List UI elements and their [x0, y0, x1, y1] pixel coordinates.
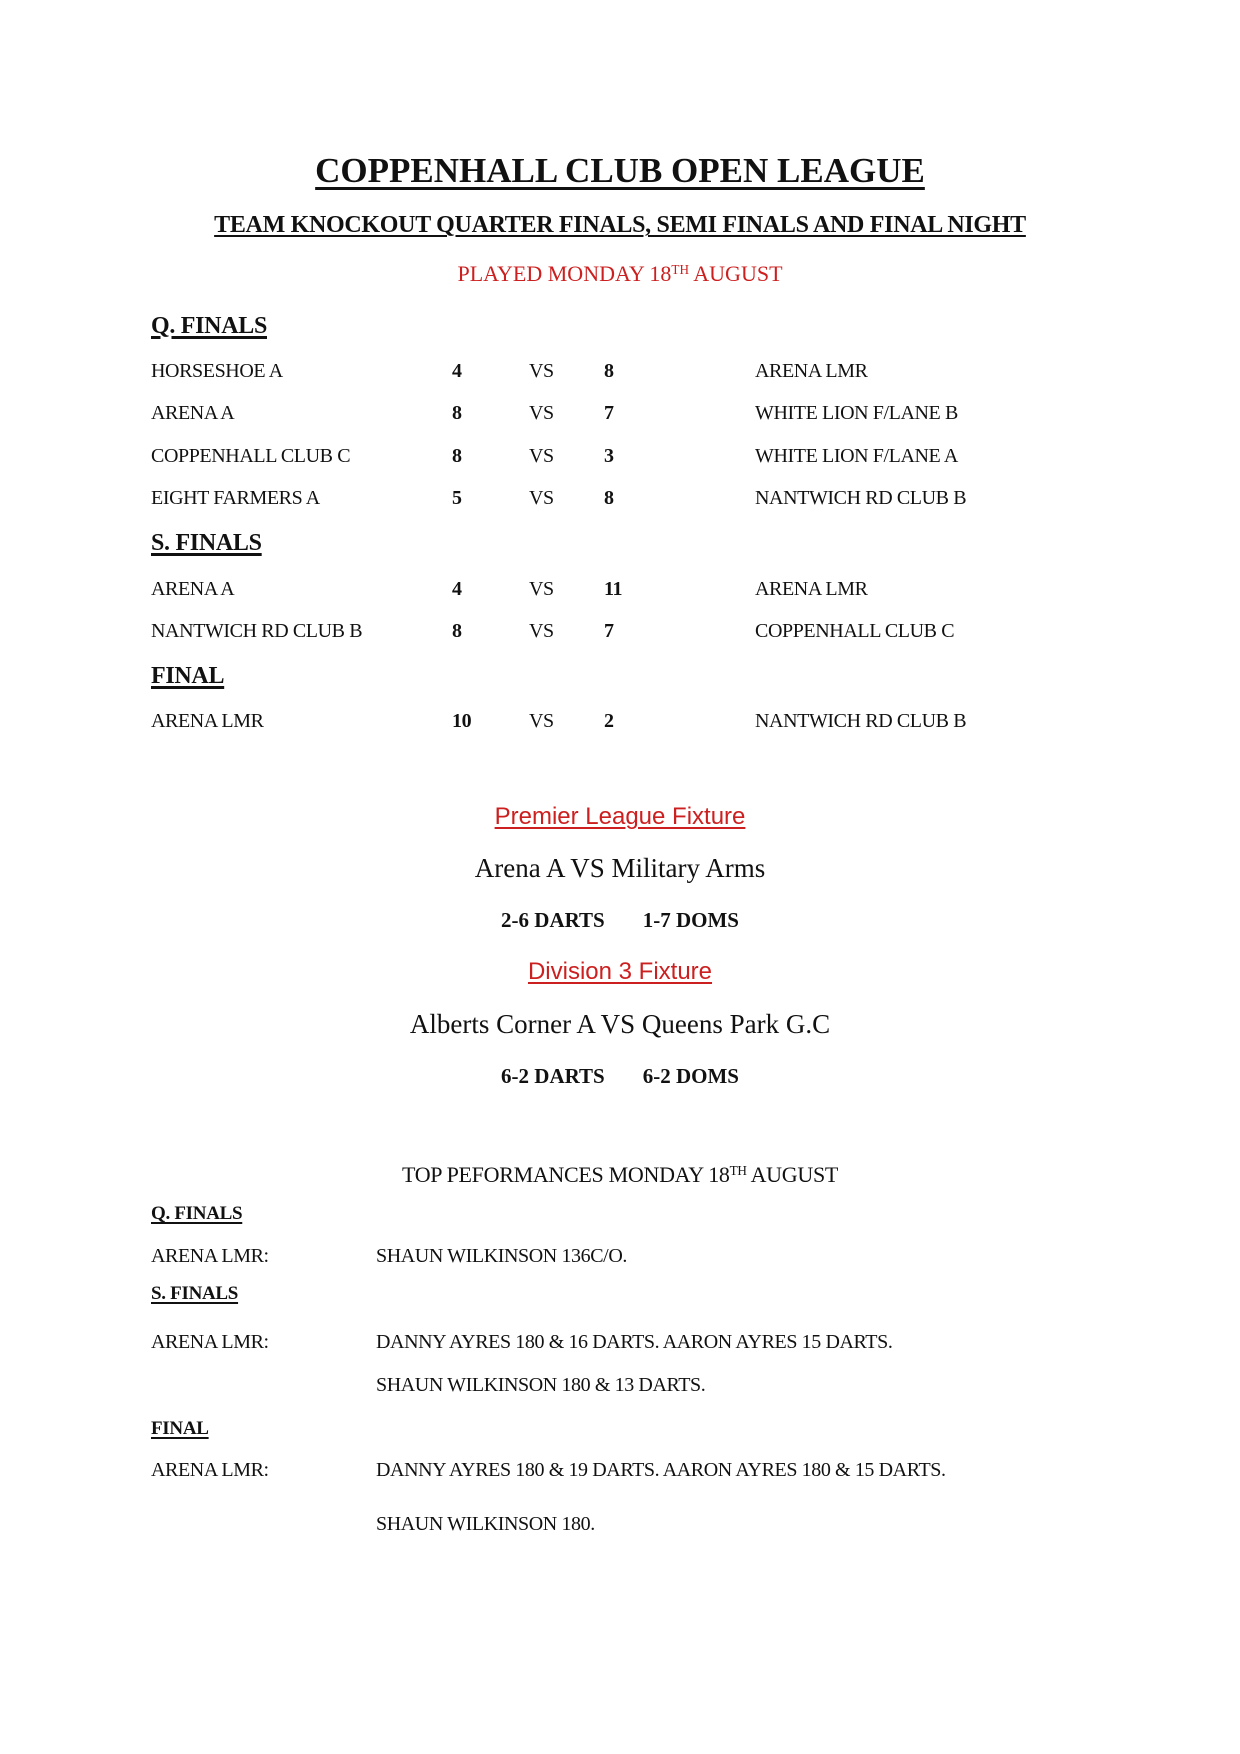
darts-result: 2-6 DARTS: [501, 908, 605, 932]
home-score: 4: [452, 360, 462, 382]
away-score: 8: [604, 360, 614, 382]
premier-league-result: [0, 910, 1240, 931]
away-team: WHITE LION F/LANE A: [755, 445, 958, 467]
premier-league-match: Arena A VS Military Arms: [474, 853, 766, 883]
home-team: EIGHT FARMERS A: [151, 487, 320, 509]
away-score: 8: [604, 487, 614, 509]
vs-label: VS: [529, 620, 554, 642]
away-team: COPPENHALL CLUB C: [755, 620, 955, 642]
home-score: 4: [452, 578, 462, 600]
match-row: [0, 446, 1240, 468]
vs-label: VS: [529, 710, 554, 732]
division-3-match: Alberts Corner A VS Queens Park G.C: [409, 1009, 831, 1039]
match-row: [0, 579, 1240, 601]
darts-result: 6-2 DARTS: [501, 1064, 605, 1088]
away-score: 7: [604, 620, 614, 642]
vs-label: VS: [529, 487, 554, 509]
home-score: 8: [452, 620, 462, 642]
away-team: ARENA LMR: [755, 578, 868, 600]
performance-text: SHAUN WILKINSON 180 & 13 DARTS.: [376, 1374, 706, 1396]
top-title-suffix: AUGUST: [746, 1162, 839, 1187]
match-row: [0, 621, 1240, 643]
final-heading: FINAL: [151, 663, 225, 689]
performance-team: ARENA LMR:: [151, 1245, 269, 1267]
doms-result: 6-2 DOMS: [642, 1064, 739, 1088]
away-team: WHITE LION F/LANE B: [755, 402, 958, 424]
home-score: 5: [452, 487, 462, 509]
top-performances-title: [0, 1164, 1240, 1186]
match-row: [0, 403, 1240, 425]
played-suffix: AUGUST: [689, 261, 783, 286]
match-row: [0, 361, 1240, 383]
vs-label: VS: [529, 360, 554, 382]
played-date: [0, 263, 1240, 285]
vs-label: VS: [529, 402, 554, 424]
home-team: ARENA A: [151, 578, 235, 600]
away-team: NANTWICH RD CLUB B: [755, 710, 967, 732]
page-subtitle: [0, 213, 1240, 237]
performance-text: SHAUN WILKINSON 180.: [376, 1513, 595, 1535]
match-row: [0, 711, 1240, 733]
perf-semi-finals-heading: S. FINALS: [151, 1283, 239, 1304]
away-team: NANTWICH RD CLUB B: [755, 487, 967, 509]
performance-text: SHAUN WILKINSON 136C/O.: [376, 1245, 627, 1267]
division-3-fixture-heading: Division 3 Fixture: [527, 958, 713, 985]
doms-result: 1-7 DOMS: [642, 908, 739, 932]
match-row: [0, 488, 1240, 510]
away-score: 7: [604, 402, 614, 424]
premier-league-fixture-heading: Premier League Fixture: [494, 803, 746, 830]
page-title: [0, 153, 1240, 188]
away-score: 11: [604, 578, 623, 600]
performance-text: DANNY AYRES 180 & 19 DARTS. AARON AYRES 180 & 15 DARTS.: [376, 1459, 946, 1481]
home-team: COPPENHALL CLUB C: [151, 445, 351, 467]
home-team: NANTWICH RD CLUB B: [151, 620, 363, 642]
top-title-superscript: TH: [729, 1162, 747, 1178]
away-score: 2: [604, 710, 614, 732]
performance-team: ARENA LMR:: [151, 1331, 269, 1353]
home-team: ARENA A: [151, 402, 235, 424]
perf-final-heading: FINAL: [151, 1418, 209, 1439]
quarter-finals-heading: Q. FINALS: [151, 313, 267, 339]
home-team: HORSESHOE A: [151, 360, 283, 382]
semi-finals-heading: S. FINALS: [151, 530, 262, 556]
away-team: ARENA LMR: [755, 360, 868, 382]
performance-team: ARENA LMR:: [151, 1459, 269, 1481]
title-text: COPPENHALL CLUB OPEN LEAGUE: [315, 151, 925, 190]
played-superscript: TH: [671, 261, 689, 277]
performance-text: DANNY AYRES 180 & 16 DARTS. AARON AYRES 15 DARTS.: [376, 1331, 893, 1353]
perf-quarter-finals-heading: Q. FINALS: [151, 1203, 243, 1224]
played-prefix: PLAYED MONDAY 18: [457, 261, 672, 286]
vs-label: VS: [529, 445, 554, 467]
home-team: ARENA LMR: [151, 710, 264, 732]
vs-label: VS: [529, 578, 554, 600]
subtitle-text: TEAM KNOCKOUT QUARTER FINALS, SEMI FINALS AND FINAL NIGHT: [214, 212, 1026, 238]
home-score: 8: [452, 445, 462, 467]
home-score: 10: [452, 710, 472, 732]
home-score: 8: [452, 402, 462, 424]
top-title-prefix: TOP PEFORMANCES MONDAY 18: [401, 1162, 730, 1187]
division-3-result: [0, 1066, 1240, 1087]
away-score: 3: [604, 445, 614, 467]
